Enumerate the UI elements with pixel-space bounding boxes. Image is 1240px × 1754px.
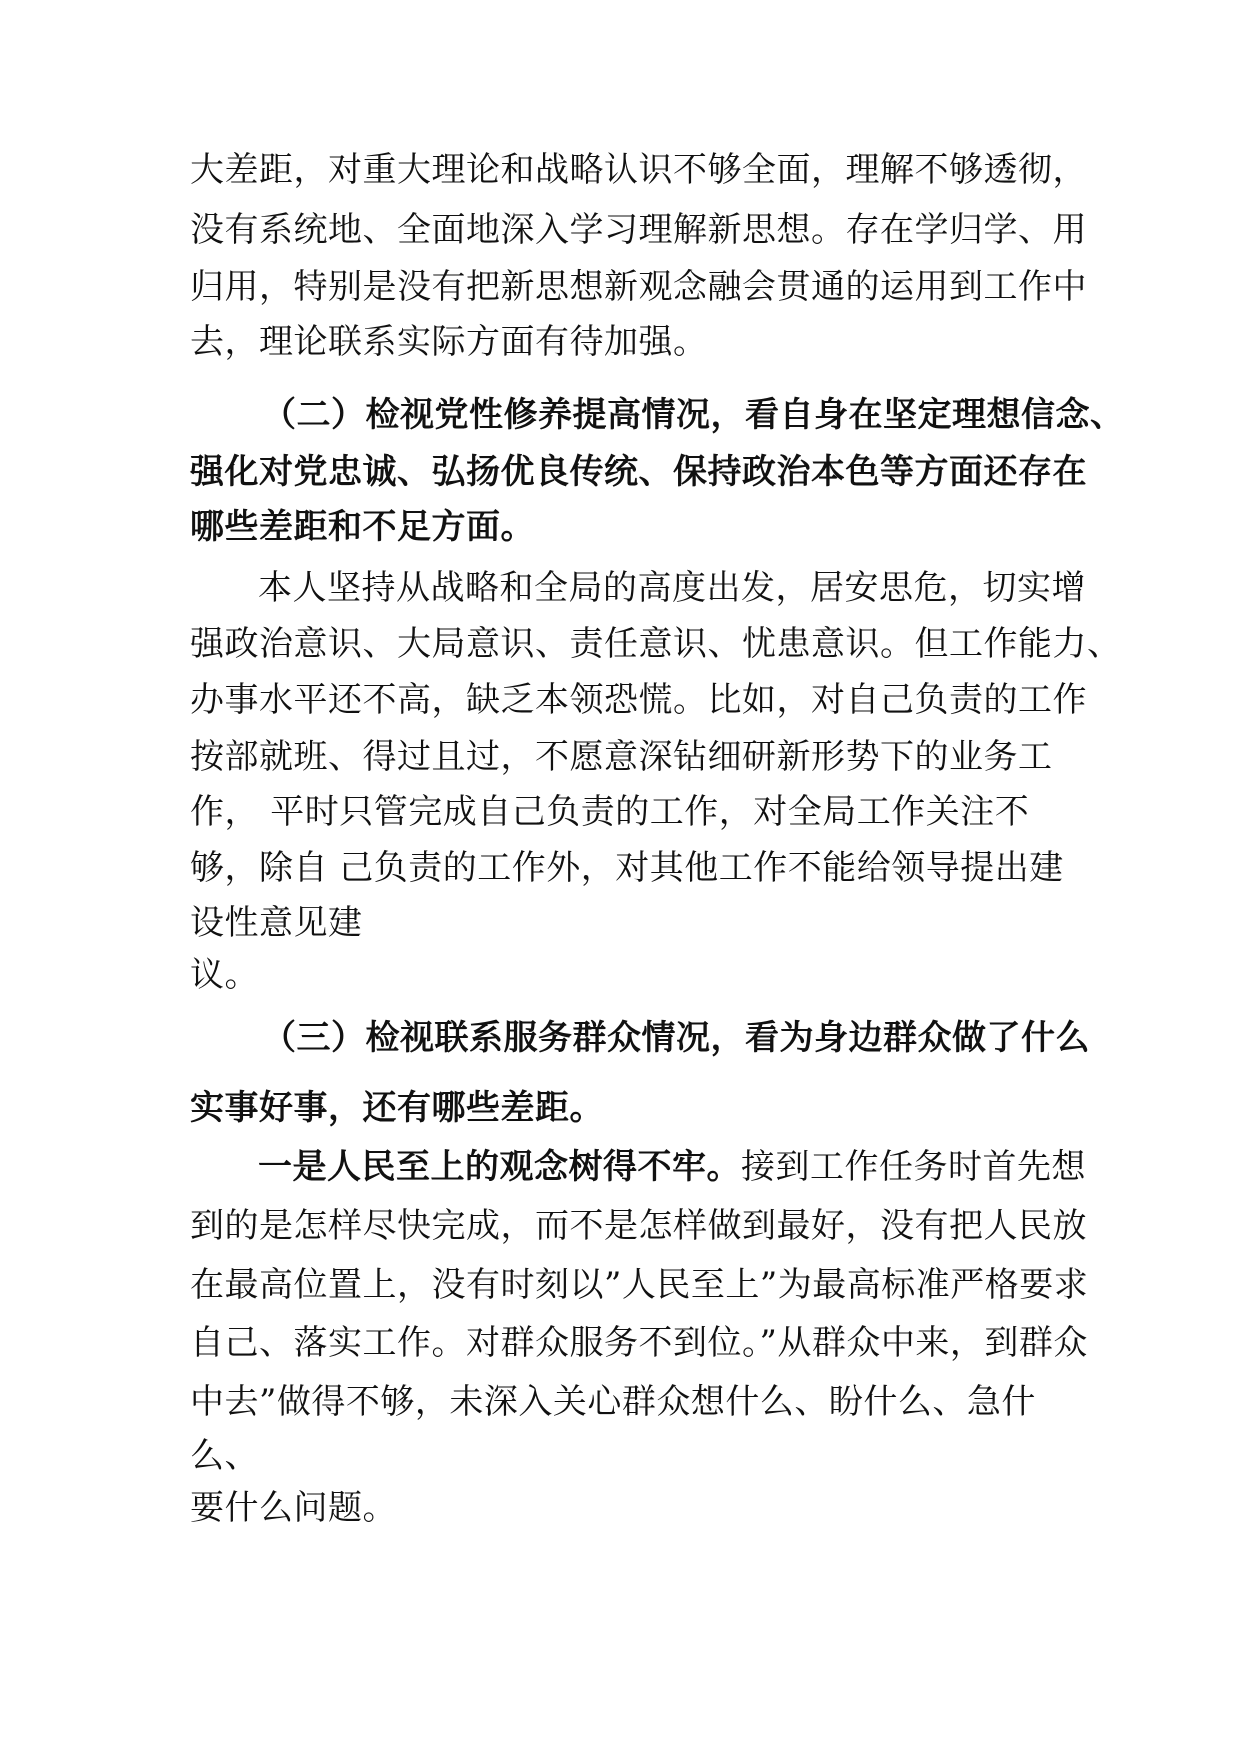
paragraph-5-line-4: 自己、落实工作。对群众服务不到位。”从群众中来，到群众 <box>190 1323 1088 1363</box>
section-heading-2-line-1: （二）检视党性修养提高情况，看自身在坚定理想信念、 <box>262 395 1125 435</box>
paragraph-5-line-7: 要什么问题。 <box>190 1488 397 1528</box>
paragraph-1-line-4: 去，理论联系实际方面有待加强。 <box>190 322 708 362</box>
paragraph-5-line-2: 到的是怎样尽快完成，而不是怎样做到最好，没有把人民放 <box>190 1206 1087 1246</box>
paragraph-1-line-3: 归用，特别是没有把新思想新观念融会贯通的运用到工作中 <box>190 267 1087 307</box>
paragraph-5-line-5: 中去”做得不够，未深入关心群众想什么、盼什么、急什 <box>190 1382 1036 1422</box>
section-heading-3-line-1: （三）检视联系服务群众情况，看为身边群众做了什么 <box>262 1018 1090 1058</box>
paragraph-3-line-7: 设性意见建 <box>190 903 363 943</box>
paragraph-3-line-2: 强政治意识、大局意识、责任意识、忧患意识。但工作能力、 <box>190 624 1122 664</box>
section-heading-3-line-2: 实事好事，还有哪些差距。 <box>190 1088 604 1128</box>
section-heading-2-line-2: 强化对党忠诚、弘扬优良传统、保持政治本色等方面还存在 <box>190 452 1087 492</box>
section-heading-2-line-3: 哪些差距和不足方面。 <box>190 507 535 547</box>
paragraph-1-line-2: 没有系统地、全面地深入学习理解新思想。存在学归学、用 <box>190 210 1087 250</box>
paragraph-5-lead-rest: 接到工作任务时首先想 <box>741 1147 1086 1187</box>
paragraph-5-lead-bold: 一是人民至上的观念树得不牢。 <box>258 1147 741 1187</box>
paragraph-3-line-6: 够，除自 己负责的工作外，对其他工作不能给领导提出建 <box>190 848 1064 888</box>
paragraph-3-line-5: 作， 平时只管完成自己负责的工作，对全局工作关注不 <box>190 792 1030 832</box>
paragraph-1-line-1: 大差距，对重大理论和战略认识不够全面，理解不够透彻， <box>190 150 1087 190</box>
paragraph-3-line-1: 本人坚持从战略和全局的高度出发，居安思危，切实增 <box>258 568 1086 608</box>
paragraph-3-line-4: 按部就班、得过且过，不愿意深钻细研新形势下的业务工 <box>190 737 1053 777</box>
paragraph-5-line-3: 在最高位置上，没有时刻以”人民至上”为最高标准严格要求 <box>190 1265 1089 1305</box>
paragraph-3-line-3: 办事水平还不高，缺乏本领恐慌。比如，对自己负责的工作 <box>190 680 1087 720</box>
paragraph-5-line-1 <box>258 1147 1086 1187</box>
paragraph-3-line-8: 议。 <box>190 955 259 995</box>
paragraph-5-line-6: 么、 <box>190 1436 259 1476</box>
